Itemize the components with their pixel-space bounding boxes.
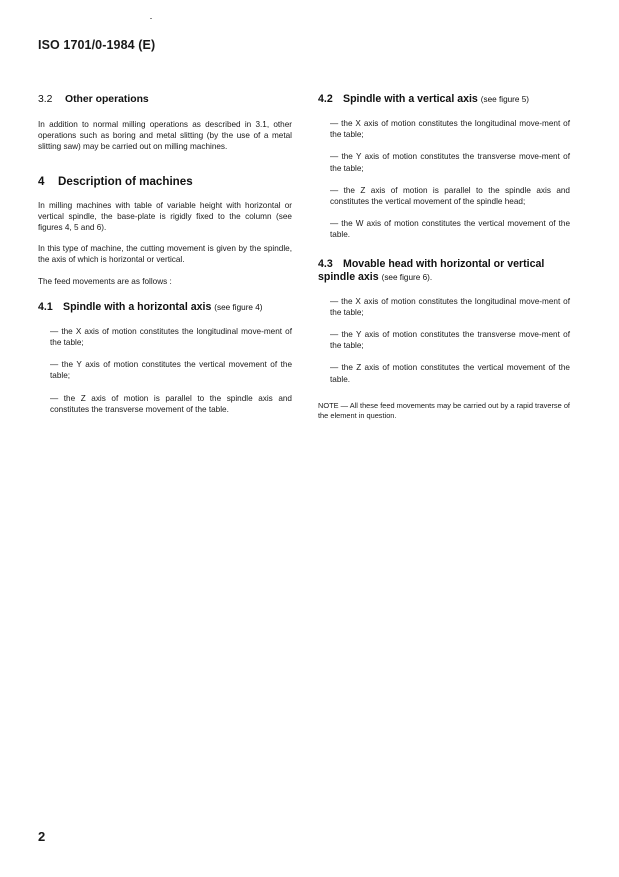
section-4-paragraph-2: In this type of machine, the cutting movement is given by the spindle, the axis of which is horizontal or vertical. [38,244,292,265]
list-item: — the Z axis of motion constitutes the vertical movement of the table. [330,363,570,384]
note-paragraph: NOTE — All these feed movements may be carried out by a rapid traverse of the element in question. [318,400,570,420]
section-4-paragraph-1: In milling machines with table of variable height with horizontal or vertical spindle, the base-plate is rigidly fixed to the column (see figures 4, 5 and 6). [38,200,292,233]
section-title: Other operations [65,94,149,105]
figure-reference: (see figure 6). [381,272,433,282]
list-item: — the Y axis of motion constitutes the vertical movement of the table; [50,360,292,381]
section-4-paragraph-3: The feed movements are as follows : [38,276,172,286]
section-3-2-paragraph: In addition to normal milling operations as described in 3.1, other operations such as boring and metal slitting (by the use of a metal slitting saw) may be carried out on milling machines. [38,120,292,152]
list-item: — the X axis of motion constitutes the longitudinal move-ment of the table; [50,326,292,348]
list-item: — the Z axis of motion is parallel to the spindle axis and constitutes the vertical movement of the spindle head; [330,185,570,207]
section-4-2-heading [318,93,570,106]
section-4-heading [38,175,292,189]
section-number: 4.3 [318,257,333,270]
page-number: 2 [38,829,46,844]
section-number: 4.2 [318,93,333,105]
document-identifier: ISO 1701/0-1984 (E) [38,38,156,52]
section-title: Spindle with a vertical axis [343,93,478,105]
section-4-1-heading [38,301,292,314]
list-item: — the Y axis of motion constitutes the transverse move-ment of the table; [330,330,570,351]
figure-reference: (see figure 4) [214,302,263,312]
section-title: Movable head with horizontal or vertical spindle axis [318,257,545,283]
list-item: — the W axis of motion constitutes the vertical movement of the table. [330,219,570,240]
scan-speck [150,18,152,19]
list-item: — the Z axis of motion is parallel to the spindle axis and constitutes the transverse movement of the table. [50,393,292,414]
figure-reference: (see figure 5) [480,95,530,104]
section-title: Description of machines [58,174,193,188]
list-item: — the Y axis of motion constitutes the transverse move-ment of the table; [330,152,570,173]
list-item: — the X axis of motion constitutes the longitudinal move-ment of the table; [330,119,570,140]
section-4-3-heading [318,258,570,284]
right-column [318,93,570,421]
section-3-2-heading [38,94,292,105]
section-number: 4.1 [38,300,53,313]
section-title: Spindle with a horizontal axis [63,300,212,313]
section-number: 4 [38,174,45,188]
left-column [38,94,292,426]
section-number: 3.2 [38,94,53,105]
list-item: — the X axis of motion constitutes the longitudinal move-ment of the table; [330,296,570,317]
